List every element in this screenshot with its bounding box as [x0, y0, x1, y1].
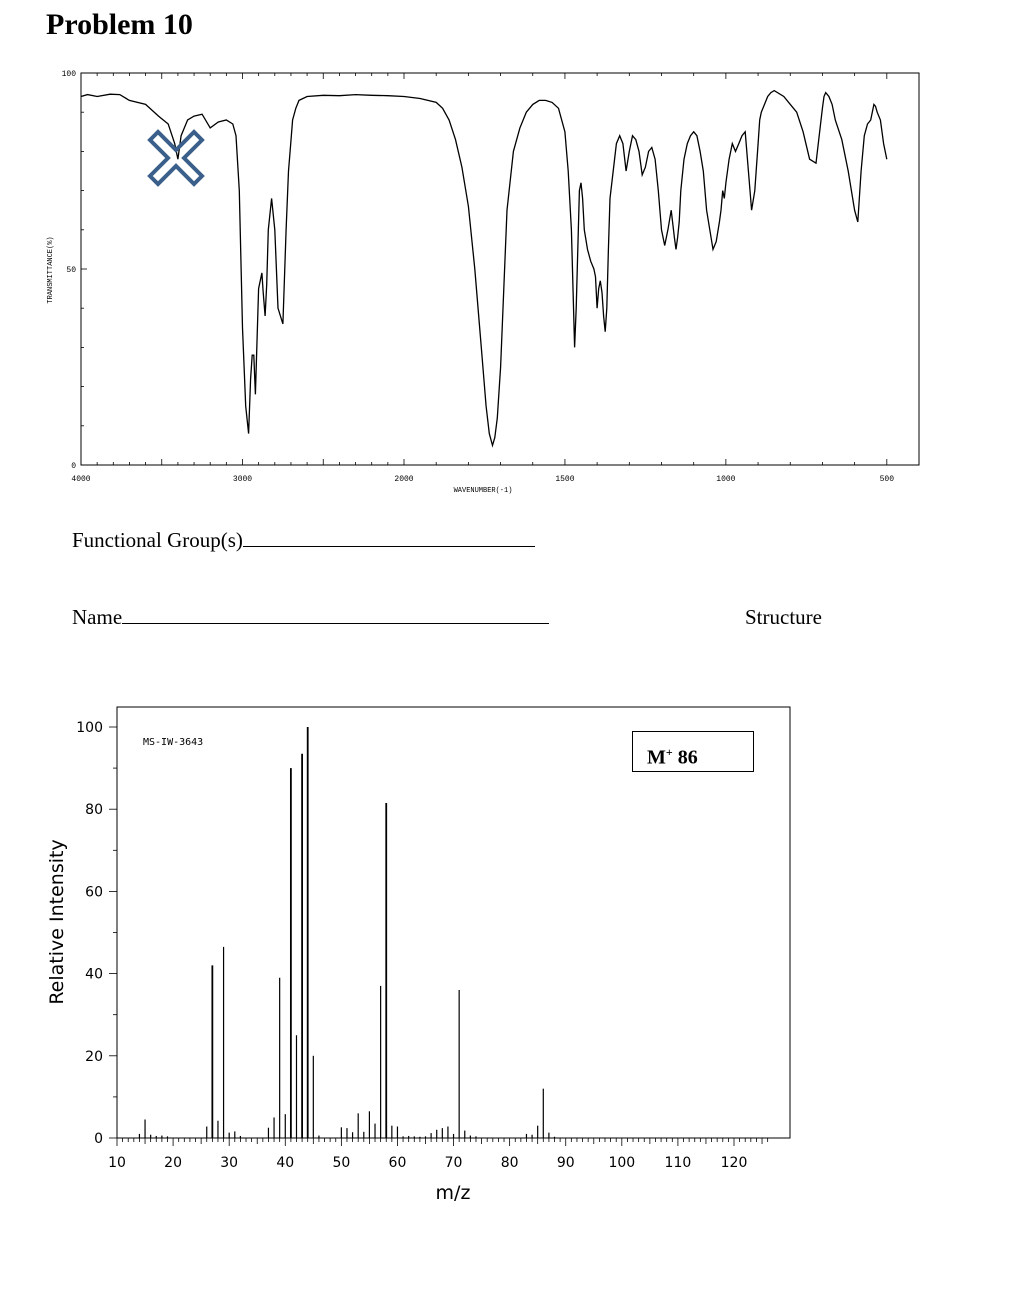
- ir-x-axis-label: WAVENUMBER(-1): [453, 487, 513, 495]
- ms-y-tick-labels: [76, 720, 103, 1147]
- ms-y-tick-label: 0: [94, 1131, 103, 1147]
- page-title: Problem 10: [46, 8, 193, 41]
- ms-ticks: [109, 727, 768, 1146]
- ms-x-tick-label: 70: [444, 1155, 463, 1171]
- ms-y-tick-label: 40: [85, 966, 103, 983]
- ms-y-tick-label: 60: [85, 884, 103, 901]
- ir-y-axis-label: TRANSMITTANCE(%): [47, 236, 55, 304]
- ms-x-tick-label: 20: [164, 1155, 183, 1171]
- ir-x-tick-label: 500: [879, 475, 895, 484]
- ir-y-tick-label: 100: [61, 70, 76, 79]
- ms-y-tick-label: 20: [85, 1048, 103, 1065]
- ms-x-tick-labels: [108, 1155, 747, 1171]
- ms-x-tick-label: 120: [720, 1155, 748, 1171]
- ms-y-axis-label: Relative Intensity: [46, 839, 68, 1005]
- molecular-ion-symbol: M: [647, 746, 666, 769]
- ms-y-tick-label: 80: [85, 802, 103, 819]
- molecular-ion-box: [632, 731, 754, 772]
- ir-x-tick-label: 4000: [71, 475, 91, 484]
- functional-groups-label: Functional Group(s): [72, 528, 243, 552]
- molecular-ion-mass: 86: [677, 746, 698, 769]
- ms-x-tick-label: 90: [556, 1155, 575, 1171]
- ms-y-tick-label: 100: [76, 720, 103, 736]
- ms-x-axis-label: m/z: [435, 1182, 471, 1204]
- ms-bars: [139, 727, 554, 1138]
- ms-x-tick-label: 30: [220, 1155, 239, 1171]
- ir-x-tick-label: 1500: [555, 475, 575, 484]
- ms-x-tick-label: 110: [664, 1155, 692, 1171]
- ms-x-tick-label: 50: [332, 1155, 351, 1171]
- ms-x-tick-label: 40: [276, 1155, 295, 1171]
- ir-y-tick-label: 0: [71, 462, 76, 471]
- ir-x-tick-label: 1000: [716, 475, 736, 484]
- molecular-ion-charge: +: [665, 745, 673, 759]
- ms-x-tick-label: 10: [108, 1155, 126, 1171]
- ms-x-tick-label: 60: [388, 1155, 407, 1171]
- ms-x-tick-label: 100: [608, 1155, 636, 1171]
- ms-spectrum-id: MS-IW-3643: [143, 737, 204, 748]
- ir-x-tick-label: 3000: [232, 475, 253, 484]
- ms-x-tick-label: 80: [500, 1155, 519, 1171]
- name-label: Name: [72, 605, 123, 629]
- structure-label: Structure: [745, 605, 822, 629]
- ir-y-tick-label: 50: [66, 266, 76, 275]
- ir-x-tick-label: 2000: [394, 475, 414, 484]
